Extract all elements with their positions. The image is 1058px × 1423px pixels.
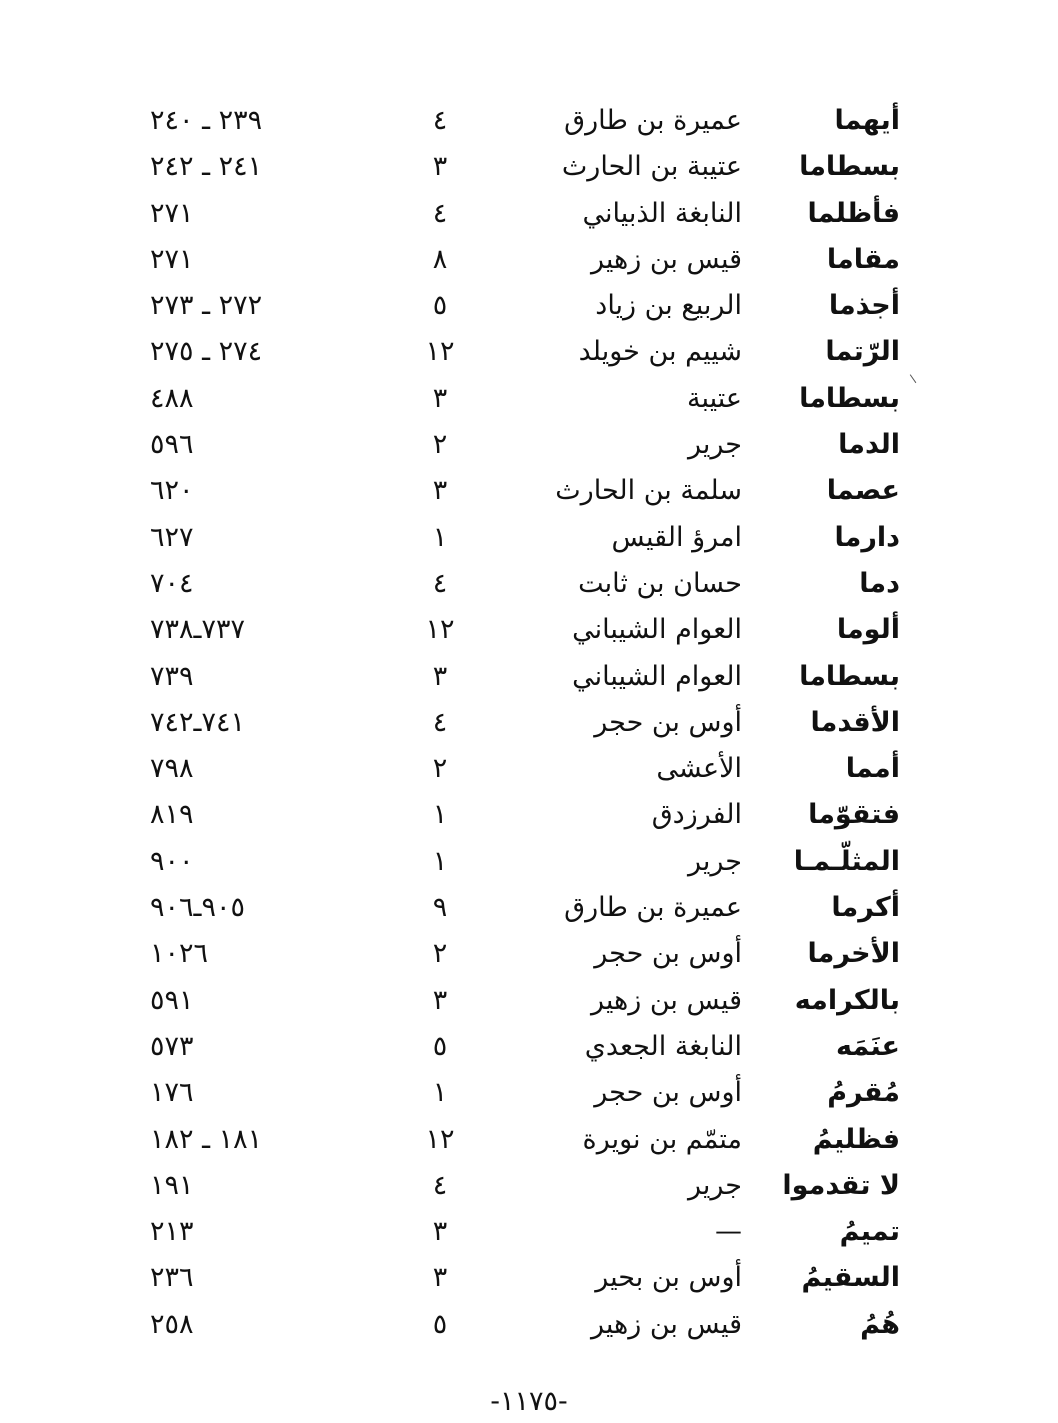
table-row (150, 237, 910, 283)
rhyme-word-cell: فتقوّما (808, 799, 900, 831)
poet-name-cell: أوس بن حجر (594, 938, 742, 970)
rhyme-word-cell: فظليمُ (812, 1123, 900, 1155)
verse-count-cell: ٥ (432, 290, 448, 322)
verse-count-cell: ١ (432, 521, 448, 553)
rhyme-word-cell: الدما (838, 429, 900, 461)
verse-count-cell: ٤ (432, 197, 448, 229)
table-row (150, 1163, 910, 1209)
rhyme-word-cell: تميمُ (839, 1216, 900, 1248)
table-row (150, 1024, 910, 1070)
verse-count-cell: ٨ (432, 243, 448, 275)
verse-count-cell: ٤ (432, 105, 448, 136)
rhyme-word-cell: أجذما (828, 290, 900, 322)
verse-count-cell: ٣ (432, 151, 448, 183)
page-reference-cell: ٢٧٢ ـ ٢٧٣ (150, 290, 263, 322)
table-row (150, 191, 910, 237)
verse-count-cell: ١٢ (425, 1123, 455, 1155)
rhyme-word-cell: بسطاما (799, 660, 900, 692)
rhyme-word-cell: ألوما (836, 614, 900, 646)
table-row (150, 144, 910, 190)
verse-count-cell: ٣ (432, 382, 448, 414)
page-reference-cell: ٧٠٤ (150, 567, 194, 599)
page-number: -١١٧٥- (490, 1386, 568, 1417)
table-row (150, 931, 910, 977)
table-row (150, 792, 910, 838)
poet-name-cell: الفرزدق (651, 799, 742, 831)
verse-count-cell: ١٢ (425, 614, 455, 646)
rhyme-word-cell: عنَمَه (836, 1030, 900, 1062)
table-row (150, 885, 910, 931)
rhyme-word-cell: دارما (834, 521, 900, 553)
poet-name-cell: جرير (688, 429, 742, 461)
poet-name-cell: أوس بن حجر (594, 1077, 742, 1109)
table-row (150, 978, 910, 1024)
table-row (150, 654, 910, 700)
table-row (150, 468, 910, 514)
page-reference-cell: ١٨١ ـ ١٨٢ (150, 1123, 263, 1155)
page-reference-cell: ٢٣٩ ـ ٢٤٠ (150, 105, 263, 136)
verse-count-cell: ١٢ (425, 336, 455, 368)
rhyme-word-cell: مقاما (826, 243, 900, 275)
verse-count-cell: ١ (432, 845, 448, 877)
margin-mark (910, 371, 921, 383)
verse-count-cell: ٤ (432, 1169, 448, 1201)
rhyme-word-cell: أيهما (834, 105, 900, 136)
rhyme-word-cell: المثلّـمـا (793, 845, 900, 877)
page-reference-cell: ٧٤١ـ٧٤٢ (150, 706, 245, 738)
poet-name-cell: العوام الشيباني (572, 614, 742, 646)
table-row (150, 607, 910, 653)
rhyme-word-cell: السقيمُ (801, 1262, 900, 1294)
poet-name-cell: شييم بن خويلد (578, 336, 742, 368)
page-reference-cell: ١٧٦ (150, 1077, 194, 1109)
page-reference-cell: ٢١٣ (150, 1216, 194, 1248)
page-reference-cell: ٧٣٧ـ٧٣٨ (150, 614, 245, 646)
poet-name-cell: أوس بن بحير (595, 1262, 742, 1294)
poet-name-cell: سلمة بن الحارث (555, 475, 742, 507)
page-reference-cell: ٥٩١ (150, 984, 194, 1016)
page-reference-cell: ٢٧١ (150, 197, 194, 229)
rhyme-word-cell: مُقرمُ (827, 1077, 900, 1109)
poet-name-cell: عتيبة (686, 382, 742, 414)
page-reference-cell: ٦٢٠ (150, 475, 194, 507)
poet-name-cell: النابغة الذبياني (582, 197, 742, 229)
verse-count-cell: ٣ (432, 1216, 448, 1248)
poet-name-cell: جرير (688, 1169, 742, 1201)
poet-name-cell: عتيبة بن الحارث (561, 151, 742, 183)
rhyme-word-cell: أكرما (831, 892, 900, 924)
poet-name-cell: أوس بن حجر (594, 706, 742, 738)
verse-count-cell: ٤ (432, 567, 448, 599)
poet-name-cell: قيس بن زهير (590, 1308, 742, 1340)
page-reference-cell: ٧٣٩ (150, 660, 194, 692)
page-reference-cell: ٩٠٥ـ٩٠٦ (150, 892, 245, 924)
verse-count-cell: ٢ (432, 753, 448, 785)
rhyme-word-cell: فأظلما (807, 197, 900, 229)
table-row (150, 839, 910, 885)
page-reference-cell: ٥٧٣ (150, 1030, 194, 1062)
poet-name-cell: عميرة بن طارق (564, 105, 742, 136)
page-reference-cell: ٤٨٨ (150, 382, 194, 414)
verse-count-cell: ١ (432, 1077, 448, 1109)
poet-name-cell: جرير (688, 845, 742, 877)
verse-count-cell: ٩ (432, 892, 448, 924)
page-reference-cell: ١٠٢٦ (150, 938, 209, 970)
rhyme-word-cell: الأقدما (810, 706, 900, 738)
poet-name-cell: امرؤ القيس (611, 521, 742, 553)
verse-count-cell: ٥ (432, 1308, 448, 1340)
table-row (150, 376, 910, 422)
rhyme-word-cell: أمما (845, 753, 900, 785)
verse-count-cell: ٣ (432, 475, 448, 507)
verse-count-cell: ١ (432, 799, 448, 831)
rhyme-word-cell: عصما (826, 475, 900, 507)
poet-name-cell: — (715, 1216, 742, 1248)
verse-count-cell: ٢ (432, 429, 448, 461)
poet-name-cell: الربيع بن زياد (595, 290, 742, 322)
poet-name-cell: قيس بن زهير (590, 243, 742, 275)
verse-count-cell: ٢ (432, 938, 448, 970)
page-reference-cell: ٧٩٨ (150, 753, 194, 785)
verse-count-cell: ٤ (432, 706, 448, 738)
rhyme-word-cell: هُمُ (860, 1308, 900, 1340)
verse-count-cell: ٣ (432, 984, 448, 1016)
table-row (150, 700, 910, 746)
table-row (150, 329, 910, 375)
table-row (150, 561, 910, 607)
poet-name-cell: العوام الشيباني (572, 660, 742, 692)
verse-count-cell: ٥ (432, 1030, 448, 1062)
poet-name-cell: عميرة بن طارق (564, 892, 742, 924)
verse-count-cell: ٣ (432, 660, 448, 692)
rhyme-word-cell: لا تقدموا (782, 1169, 900, 1201)
table-row (150, 1302, 910, 1348)
rhyme-word-cell: بالكرامه (794, 984, 900, 1016)
rhyme-word-cell: دما (859, 567, 900, 599)
table-row (150, 98, 910, 144)
table-row (150, 515, 910, 561)
poet-name-cell: متمّم بن نويرة (582, 1123, 742, 1155)
page-reference-cell: ١٩١ (150, 1169, 194, 1201)
poet-name-cell: الأعشى (656, 753, 742, 785)
page-reference-cell: ٨١٩ (150, 799, 194, 831)
rhyme-word-cell: الأخرما (807, 938, 900, 970)
table-row (150, 746, 910, 792)
page-reference-cell: ٢٣٦ (150, 1262, 194, 1294)
page-reference-cell: ٩٠٠ (150, 845, 194, 877)
rhyme-word-cell: بسطاما (799, 151, 900, 183)
rhyme-index-table (150, 98, 910, 1348)
verse-count-cell: ٣ (432, 1262, 448, 1294)
table-row (150, 1209, 910, 1255)
page-reference-cell: ٦٢٧ (150, 521, 194, 553)
table-row (150, 1070, 910, 1116)
rhyme-word-cell: الرّتما (825, 336, 900, 368)
poet-name-cell: النابغة الجعدي (584, 1030, 742, 1062)
page-reference-cell: ٢٤١ ـ ٢٤٢ (150, 151, 263, 183)
page-reference-cell: ٥٩٦ (150, 429, 194, 461)
table-row (150, 1117, 910, 1163)
poet-name-cell: حسان بن ثابت (578, 567, 742, 599)
page-reference-cell: ٢٥٨ (150, 1308, 194, 1340)
poet-name-cell: قيس بن زهير (590, 984, 742, 1016)
table-row (150, 283, 910, 329)
page-reference-cell: ٢٧٤ ـ ٢٧٥ (150, 336, 263, 368)
table-row (150, 422, 910, 468)
rhyme-word-cell: بسطاما (799, 382, 900, 414)
page-reference-cell: ٢٧١ (150, 243, 194, 275)
table-row (150, 1255, 910, 1301)
